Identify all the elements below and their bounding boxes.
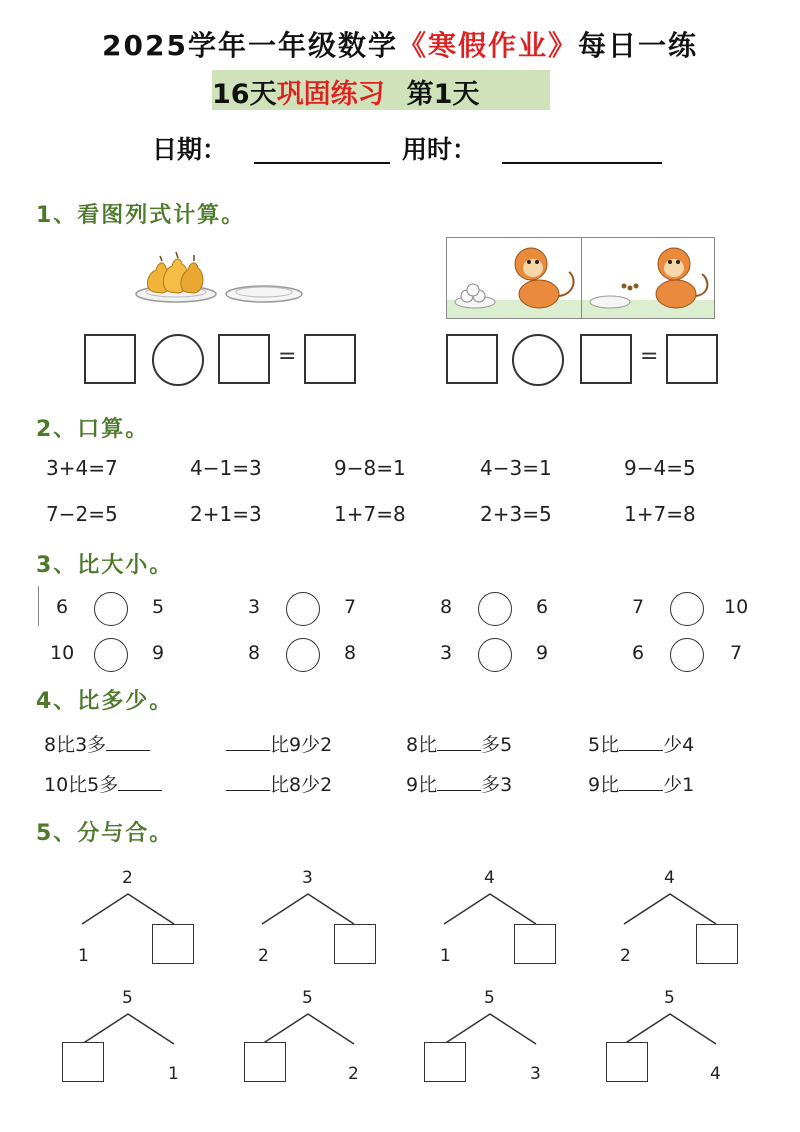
split-known-part: 3 [530,1064,541,1084]
compare-left: 6 [632,642,645,664]
title-highlight: 《寒假作业》 [397,29,578,62]
operator-circle[interactable] [512,334,564,386]
operator-circle[interactable] [152,334,204,386]
split-answer-box[interactable] [244,1042,286,1082]
worksheet-title [0,24,800,64]
answer-blank[interactable] [106,732,150,751]
margin-line [38,586,39,626]
date-time-line [0,130,800,170]
oral-expression: 4−3=1 [480,456,552,480]
split-answer-box[interactable] [606,1042,648,1082]
split-branches [624,890,720,926]
split-branches [624,1010,720,1046]
section-2-heading: 2、口算。 [36,417,150,442]
more-less-item: 比8少2 [226,770,332,797]
compare-circle[interactable] [94,592,128,626]
compare-circle[interactable] [94,638,128,672]
split-answer-box[interactable] [696,924,738,964]
subtitle [212,72,550,111]
compare-circle[interactable] [286,638,320,672]
title-text: 2025学年一年级数学 [102,29,398,62]
compare-left: 10 [50,642,75,664]
answer-blank[interactable] [226,732,270,751]
compare-right: 10 [724,596,749,618]
compare-circle[interactable] [478,592,512,626]
compare-right: 9 [536,642,549,664]
oral-expression: 2+3=5 [480,502,552,526]
compare-left: 6 [56,596,69,618]
more-less-item: 9比 多3 [406,774,513,796]
split-total: 5 [484,988,495,1008]
answer-box[interactable] [446,334,498,384]
answer-blank[interactable] [437,732,481,751]
answer-blank[interactable] [619,732,663,751]
compare-left: 8 [440,596,453,618]
answer-box[interactable] [666,334,718,384]
split-answer-box[interactable] [514,924,556,964]
subtitle-days: 16天 [212,79,277,110]
compare-left: 3 [248,596,261,618]
split-known-part: 4 [710,1064,721,1084]
compare-right: 5 [152,596,165,618]
answer-box[interactable] [84,334,136,384]
more-less-item: 8比 多5 [406,734,513,756]
oral-expression: 9−4=5 [624,456,696,480]
split-answer-box[interactable] [424,1042,466,1082]
compare-right: 9 [152,642,165,664]
split-total: 4 [484,868,495,888]
answer-blank[interactable] [619,772,663,791]
split-known-part: 2 [620,946,631,966]
section-1-heading: 1、看图列式计算。 [36,203,246,228]
time-label: 用时： [402,135,478,164]
pears-plates-illustration [132,246,312,310]
more-less-item: 9比 少1 [588,774,695,796]
split-answer-box[interactable] [152,924,194,964]
split-known-part: 1 [78,946,89,966]
more-less-item: 10比5多 [44,770,162,797]
answer-box[interactable] [580,334,632,384]
section-3-heading: 3、比大小。 [36,553,174,578]
compare-left: 3 [440,642,453,664]
monkey-after-panel [581,237,715,319]
subtitle-day-number: 第1天 [406,79,480,110]
oral-expression: 1+7=8 [624,502,696,526]
compare-circle[interactable] [670,638,704,672]
title-suffix: 每日一练 [577,29,698,62]
oral-expression: 3+4=7 [46,456,118,480]
split-branches [82,1010,178,1046]
split-known-part: 1 [440,946,451,966]
split-answer-box[interactable] [62,1042,104,1082]
compare-circle[interactable] [286,592,320,626]
date-field[interactable] [254,162,390,164]
oral-expression: 9−8=1 [334,456,406,480]
split-total: 3 [302,868,313,888]
compare-circle[interactable] [478,638,512,672]
oral-expression: 2+1=3 [190,502,262,526]
split-branches [262,1010,358,1046]
answer-blank[interactable] [437,772,481,791]
oral-expression: 7−2=5 [46,502,118,526]
compare-circle[interactable] [670,592,704,626]
compare-right: 7 [344,596,357,618]
answer-blank[interactable] [118,772,162,791]
split-total: 4 [664,868,675,888]
equals-sign: = [640,344,659,369]
compare-right: 7 [730,642,743,664]
split-known-part: 2 [348,1064,359,1084]
split-known-part: 1 [168,1064,179,1084]
more-less-item: 8比3多 [44,730,150,757]
split-total: 5 [302,988,313,1008]
split-answer-box[interactable] [334,924,376,964]
answer-box[interactable] [304,334,356,384]
compare-left: 7 [632,596,645,618]
answer-blank[interactable] [226,772,270,791]
split-branches [262,890,358,926]
answer-box[interactable] [218,334,270,384]
compare-right: 6 [536,596,549,618]
monkey-before-panel [446,237,582,319]
compare-right: 8 [344,642,357,664]
split-branches [444,890,540,926]
split-total: 5 [664,988,675,1008]
time-field[interactable] [502,162,662,164]
compare-left: 8 [248,642,261,664]
section-5-heading: 5、分与合。 [36,821,174,846]
split-total: 2 [122,868,133,888]
section-4-heading: 4、比多少。 [36,689,174,714]
more-less-item: 5比 少4 [588,734,695,756]
date-label: 日期： [152,135,228,164]
oral-expression: 4−1=3 [190,456,262,480]
oral-expression: 1+7=8 [334,502,406,526]
subtitle-practice: 巩固练习 [276,79,385,110]
more-less-item: 比9少2 [226,730,332,757]
split-branches [82,890,178,926]
split-branches [444,1010,540,1046]
split-total: 5 [122,988,133,1008]
split-known-part: 2 [258,946,269,966]
equals-sign: = [278,344,297,369]
